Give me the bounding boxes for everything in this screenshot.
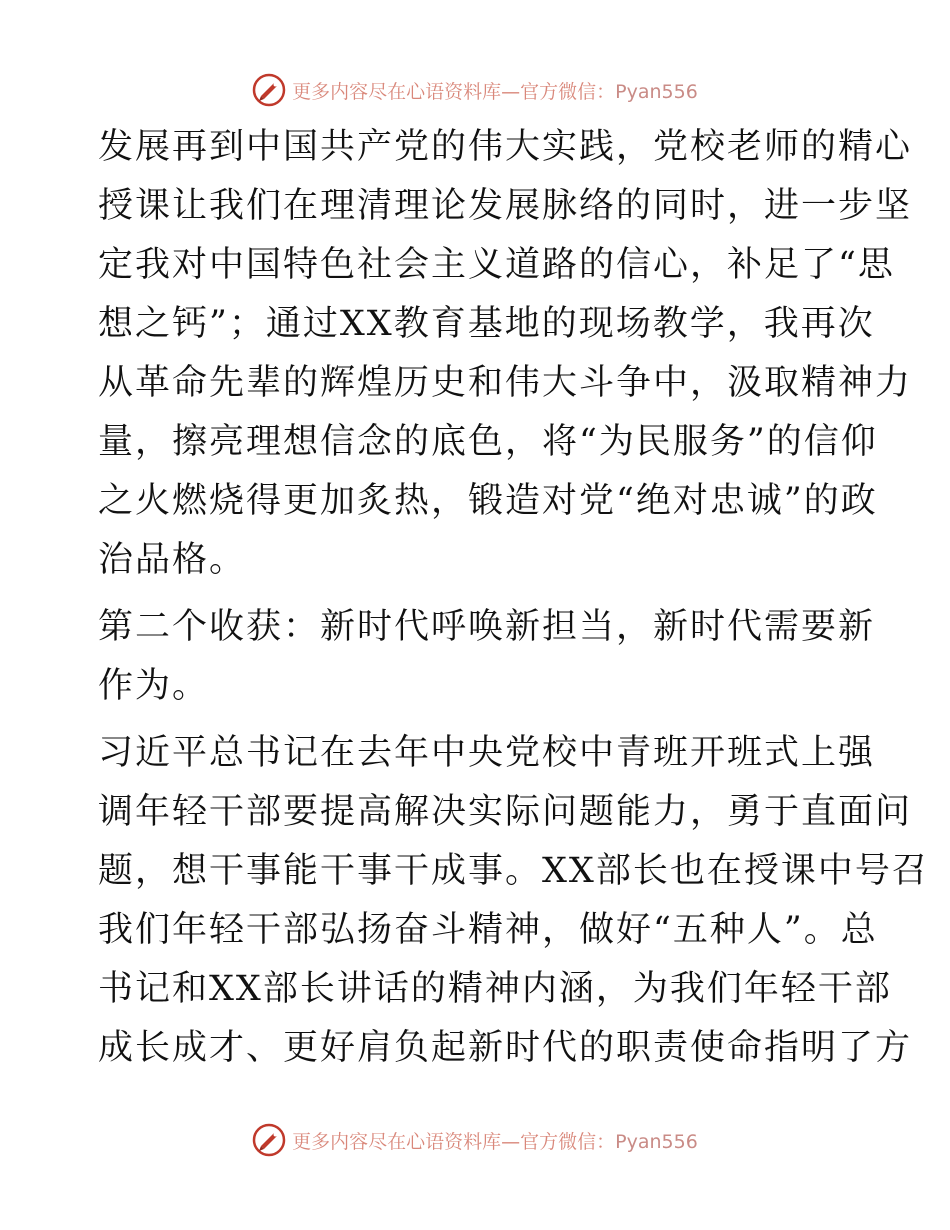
text-line: 成长成才、更好肩负起新时代的职责使命指明了方 [98, 1028, 913, 1068]
footer-banner-text [292, 1127, 698, 1154]
text-line: 我们年轻干部弘扬奋斗精神，做好“五种人”。总 [98, 910, 878, 950]
paragraph-3 [98, 724, 929, 1078]
text-line: 调年轻干部要提高解决实际问题能力，勇于直面问 [98, 792, 913, 832]
text-line: 发展再到中国共产党的伟大实践，党校老师的精心 [98, 127, 913, 167]
pen-logo-icon [252, 73, 286, 107]
header-banner-label: 更多内容尽在心语资料库—官方微信： [292, 80, 616, 103]
header-banner [0, 72, 950, 108]
footer-banner-label: 更多内容尽在心语资料库—官方微信： [292, 1130, 616, 1153]
text-line: 第二个收获：新时代呼唤新担当，新时代需要新 [98, 607, 876, 647]
text-line: 定我对中国特色社会主义道路的信心，补足了“思 [98, 245, 895, 285]
header-wechat-id: Pyan556 [615, 80, 698, 103]
text-line: 之火燃烧得更加炙热，锻造对党“绝对忠诚”的政 [98, 481, 878, 521]
text-line: 题，想干事能干事干成事。XX部长也在授课中号召 [98, 851, 929, 891]
text-line: 量，擦亮理想信念的底色，将“为民服务”的信仰 [98, 422, 878, 462]
text-line: 作为。 [98, 666, 210, 706]
paragraph-2-heading [98, 598, 876, 716]
text-line: 授课让我们在理清理论发展脉络的同时，进一步坚 [98, 186, 913, 226]
text-line: 书记和XX部长讲话的精神内涵，为我们年轻干部 [98, 969, 892, 1009]
footer-wechat-id: Pyan556 [615, 1130, 698, 1153]
header-banner-text [292, 77, 698, 104]
text-line: 治品格。 [98, 540, 247, 580]
document-body [98, 118, 929, 1078]
paragraph-1 [98, 118, 913, 590]
text-line: 想之钙”；通过XX教育基地的现场教学，我再次 [98, 304, 875, 344]
text-line: 习近平总书记在去年中央党校中青班开班式上强 [98, 733, 876, 773]
footer-banner [0, 1122, 950, 1158]
pen-logo-icon [252, 1123, 286, 1157]
text-line: 从革命先辈的辉煌历史和伟大斗争中，汲取精神力 [98, 363, 913, 403]
